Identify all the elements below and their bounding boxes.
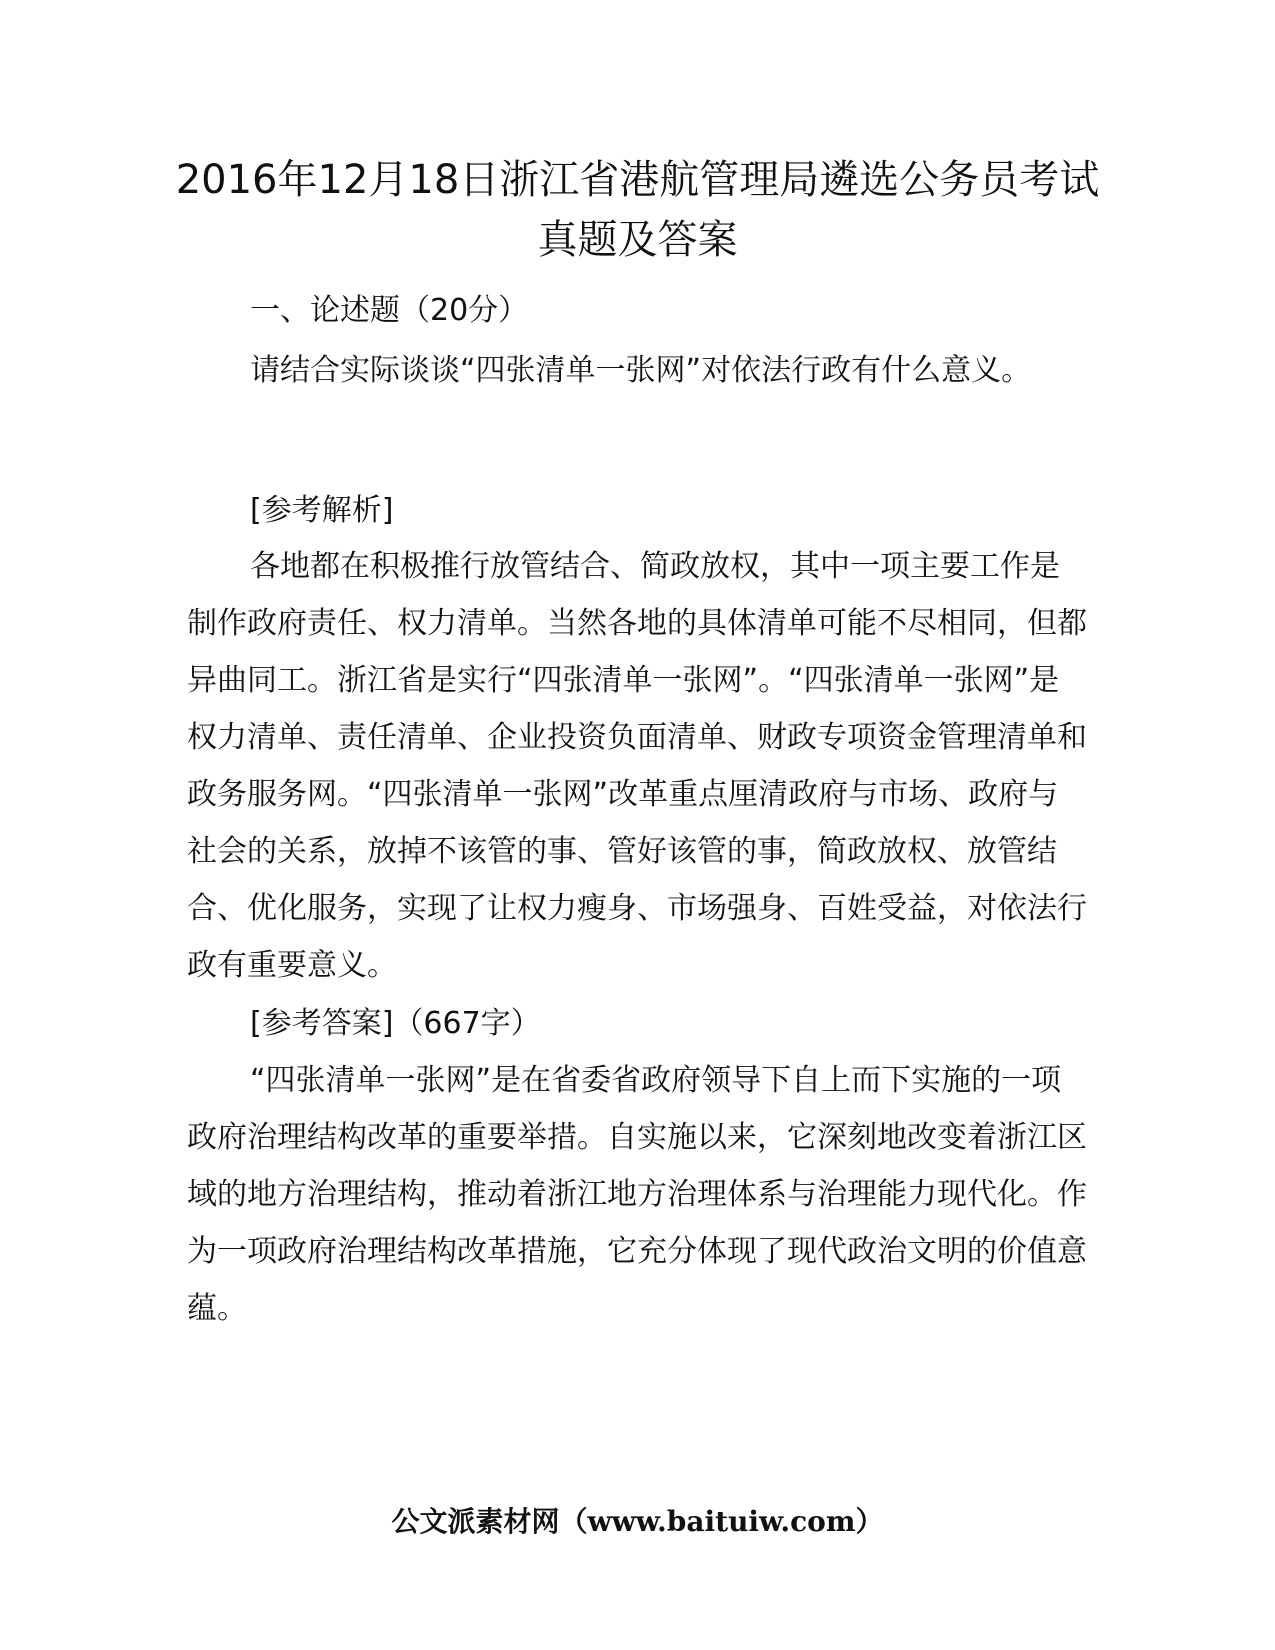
reference-analysis-label: [参考解析] <box>250 493 394 528</box>
section-heading: 一、论述题（20分） <box>250 293 529 328</box>
document-title: 2016年12月18日浙江省港航管理局遴选公务员考试真题及答案 <box>175 157 1100 263</box>
reference-answer-label: [参考答案]（667字） <box>250 1006 541 1041</box>
analysis-paragraph: 各地都在积极推行放管结合、简政放权，其中一项主要工作是制作政府责任、权力清单。当然各地的具体清单可能不尽相同，但都异曲同工。浙江省是实行“四张清单一张网”。“四张清单一张网”是权力清单、责任清单、企业投资负面清单、财政专项资金管理清单和政务服务网。“四张清单一张网”改革重点厘清政府与市场、政府与社会的关系，放掉不该管的事、管好该管的事，简政放权、放管结合、优化服务，实现了让权力瘦身、市场强身、百姓受益，对依法行政有重要意义。 <box>187 549 1087 983</box>
answer-paragraph: “四张清单一张网”是在省委省政府领导下自上而下实施的一项政府治理结构改革的重要举措。自实施以来，它深刻地改变着浙江区域的地方治理结构，推动着浙江地方治理体系与治理能力现代化。作为一项政府治理结构改革措施，它充分体现了现代政治文明的价值意蕴。 <box>187 1063 1087 1326</box>
page-footer: 公文派素材网（www.baituiw.com） <box>391 1505 884 1538</box>
question-paragraph: 请结合实际谈谈“四张清单一张网”对依法行政有什么意义。 <box>250 353 1032 388</box>
